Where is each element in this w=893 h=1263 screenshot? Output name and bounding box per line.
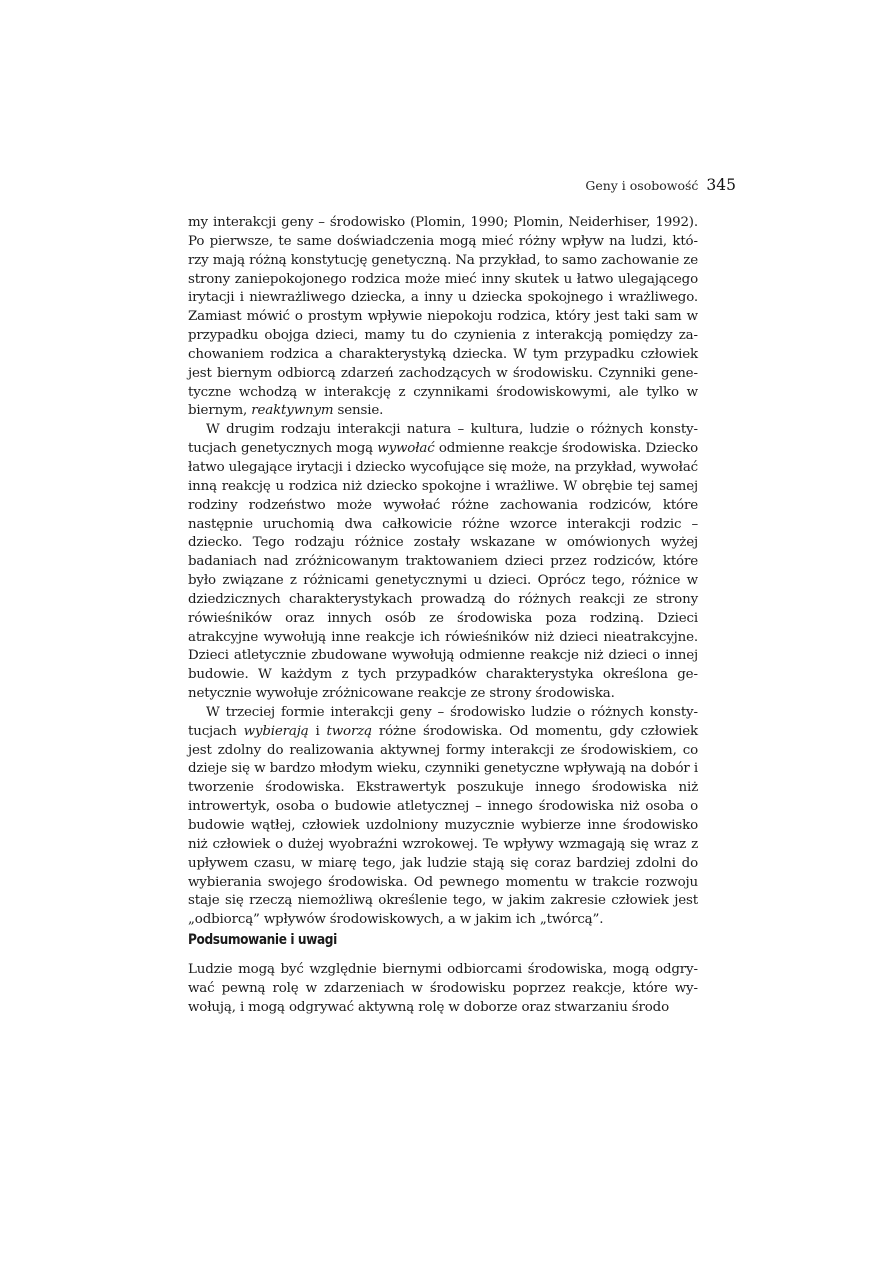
paragraph bbox=[188, 704, 698, 930]
page-header bbox=[188, 176, 736, 200]
text-run: W trzeciej formie interakcji geny – środowisko ludzie o różnych konstytucjach bbox=[188, 704, 698, 739]
text-run: różne środowiska. Od momentu, gdy człowiek jest zdolny do realizowania aktywnej formy interakcji ze środowiskiem, co dzieje się w bardzo młodym wieku, czynniki genetyczne wpływają na dobór i tworzenie środowiska. Ekstrawertyk poszukuje innego środowiska niż introwertyk, osoba o budowie atletycznej – innego środowiska niż osoba o budowie wątłej, człowiek uzdolniony muzycznie wybierze inne środowisko niż człowiek o dużej wyobraźni wzrokowej. Te wpływy wzmagają się wraz z upływem czasu, w miarę tego, jak ludzie stają się coraz bardziej zdolni do wybierania swojego środowiska. Od pewnego momentu w trakcie rozwoju staje się rzeczą niemożliwą określenie tego, w jakim zakresie człowiek jest „odbiorcą” wpływów środowiskowych, a w jakim ich „twórcą”. bbox=[188, 723, 698, 928]
italic-term: tworzą bbox=[326, 723, 372, 739]
paragraph bbox=[188, 421, 698, 704]
text-run: sensie. bbox=[333, 403, 384, 419]
page-number: 345 bbox=[706, 176, 736, 194]
paragraph bbox=[188, 214, 698, 421]
text-run: W drugim rodzaju interakcji natura – kultura, ludzie o różnych konstytucjach genetycznych mogą bbox=[188, 422, 698, 457]
section-heading: Podsumowanie i uwagi bbox=[188, 932, 337, 948]
italic-term: reaktywnym bbox=[251, 403, 334, 419]
summary-text bbox=[188, 961, 698, 1018]
running-head: Geny i osobowość bbox=[585, 178, 699, 193]
body-text bbox=[188, 214, 698, 930]
text-run: my interakcji geny – środowisko (Plomin, 1990; Plomin, Neiderhiser, 1992). Po pierwsze, te same doświadczenia mogą mieć różny wpływ na ludzi, którzy mają różną konstytucję genetyczną. Na przykład, to samo zachowanie ze strony zaniepokojonego rodzica może mieć inny skutek u łatwo ulegającego irytacji i niewrażliwego dziecka, a inny u dziecka spokojnego i wrażliwego. Zamiast mówić o prostym wpływie niepokoju rodzica, który jest taki sam w przypadku obojga dzieci, mamy tu do czynienia z interakcją pomiędzy zachowaniem rodzica a charakterystyką dziecka. W tym przypadku człowiek jest biernym odbiorcą zdarzeń zachodzących w środowisku. Czynniki genetyczne wchodzą w interakcję z czynnikami środowiskowymi, ale tylko w biernym, bbox=[188, 215, 698, 419]
text-run: odmienne reakcje środowiska. Dziecko łatwo ulegające irytacji i dziecko wycofujące się może, na przykład, wywołać inną reakcję u rodzica niż dziecko spokojne i wrażliwe. W obrębie tej samej rodziny rodzeństwo może wywołać różne zachowania rodziców, które następnie uruchomią dwa całkowicie różne wzorce interakcji rodzic – dziecko. Tego rodzaju różnice zostały wskazane w omówionych wyżej badaniach nad zróżnicowanym traktowaniem dzieci przez rodziców, które było związane z różnicami genetycznymi u dzieci. Oprócz tego, różnice w dziedzicznych charakterystykach prowadzą do różnych reakcji ze strony rówieśników oraz innych osób ze środowiska poza rodziną. Dzieci atrakcyjne wywołują inne reakcje ich rówieśników niż dzieci nieatrakcyjne. Dzieci atletycznie zbudowane wywołują odmienne reakcje niż dzieci o innej budowie. W każdym z tych przypadków charakterystyka określona genetycznie wywołuje zróżnicowane reakcje ze strony środowiska. bbox=[188, 441, 698, 702]
italic-term: wybierają bbox=[243, 723, 309, 739]
text-run: i bbox=[308, 723, 327, 739]
italic-term: wywołać bbox=[377, 441, 435, 457]
summary-paragraph: Ludzie mogą być względnie biernymi odbiorcami środowiska, mogą odgrywać pewną rolę w zdarzeniach w środowisku poprzez reakcje, które wywołują, i mogą odgrywać aktywną rolę w doborze oraz stwarzaniu środo bbox=[188, 962, 698, 1015]
